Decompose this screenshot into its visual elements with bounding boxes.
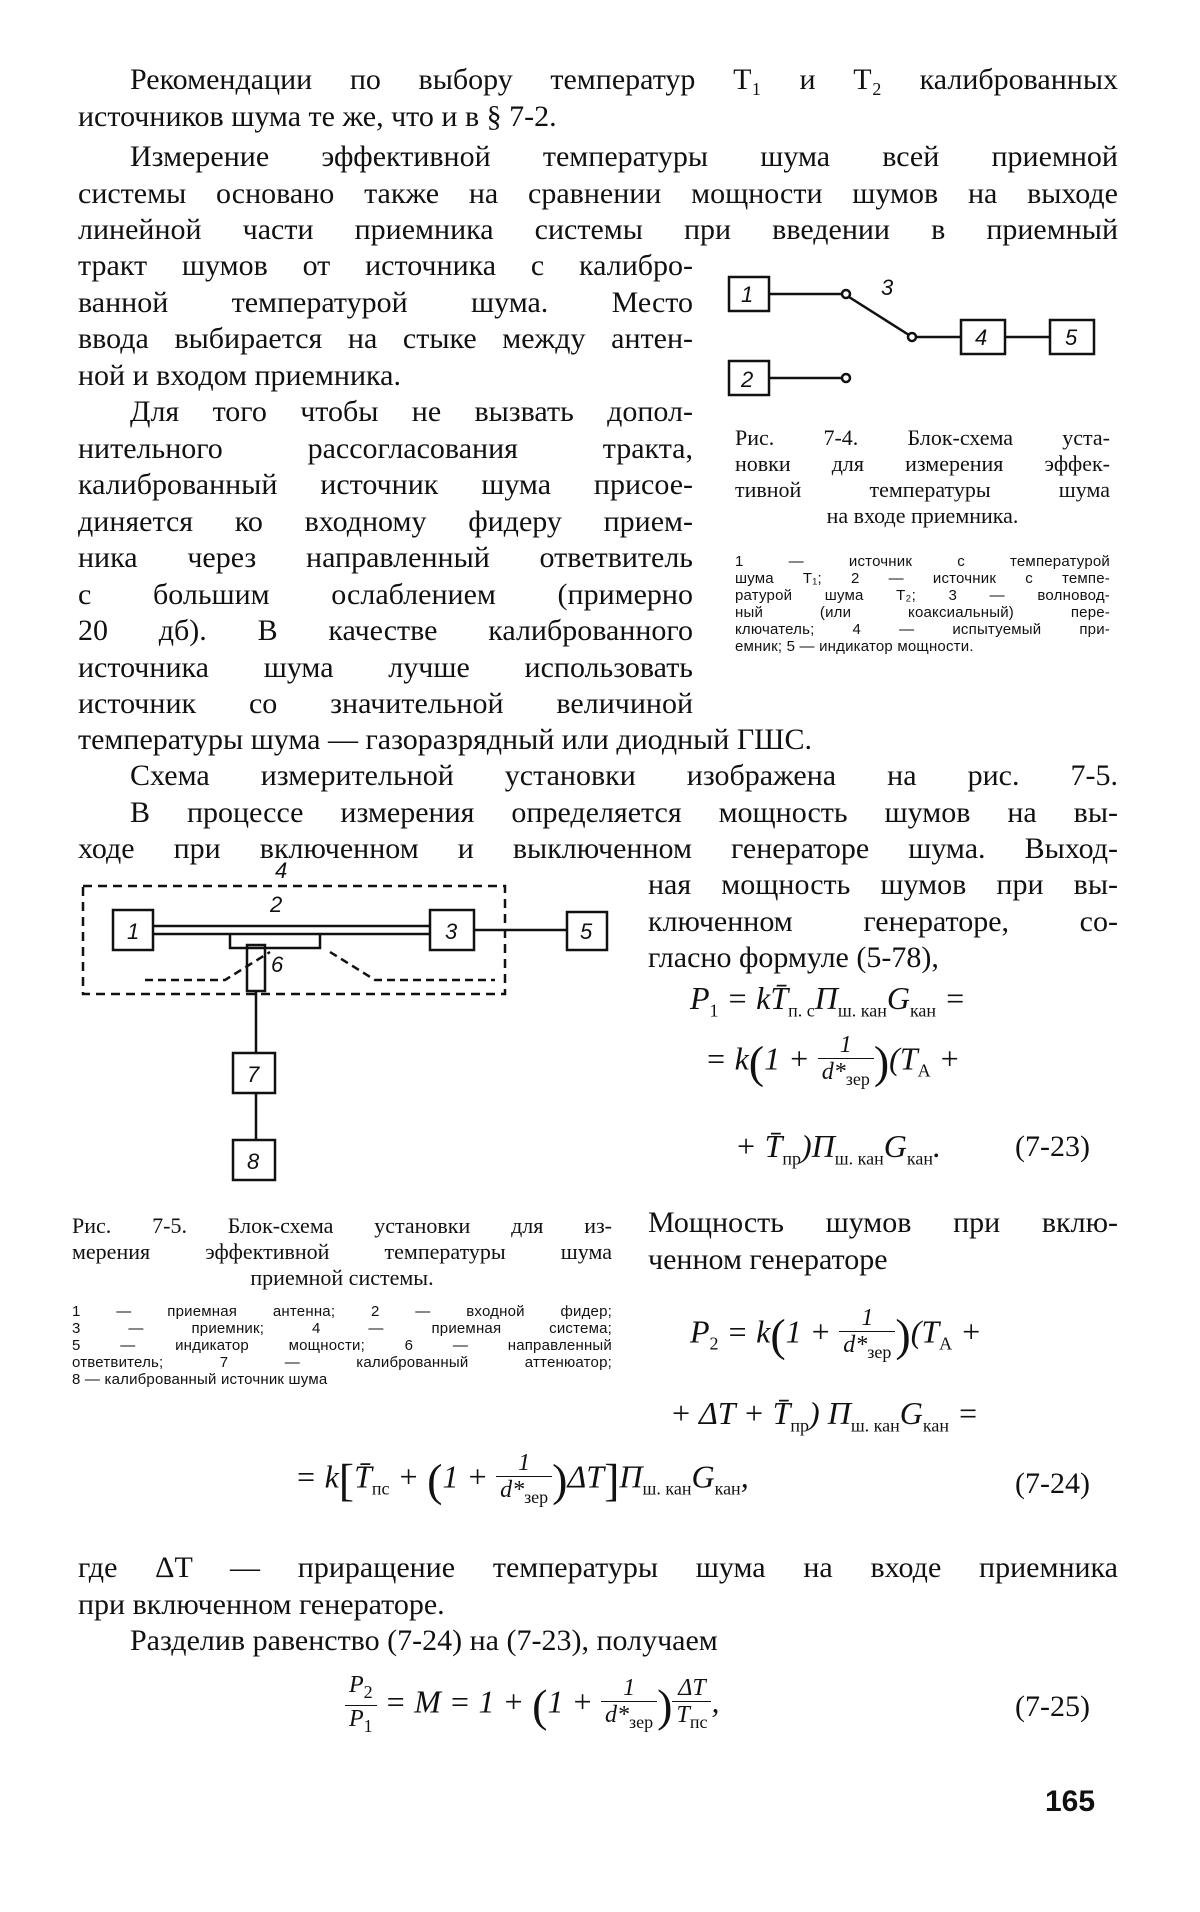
equation-number-7-25: (7-25) [1015,1690,1090,1723]
legend-line: шума T₁; 2 — источник с темпе- [735,570,1110,587]
paragraph-2 [78,139,1118,249]
text-line: Измерение эффективной температуры шума всей приемной [130,140,1118,173]
paragraph-3-last [78,722,1118,759]
caption-line: мерения эффективной температуры шума [72,1239,612,1264]
equation-7-23-line-1: $P_1$ = $kT̄_{п. с}\Pi_{ш. кан}G_{кан}$ = [690,980,966,1021]
figure-7-5-diagram [75,860,620,1205]
text-line: где ΔT — приращение температуры шума на входе приемника [78,1551,1118,1584]
system-boundary [83,886,505,994]
caption-line: приемной системы. [250,1265,434,1290]
legend-line: ключатель; 4 — испытуемый при- [735,621,1110,638]
text-line: диняется ко входному фидеру прием- [78,504,693,538]
caption-line: на входе приемника. [826,503,1019,528]
text-line: Для того чтобы не вызвать допол- [130,395,693,428]
paragraph-4 [78,758,1118,868]
text-line: В процессе измерения определяется мощность шумов на вы- [130,795,1118,829]
label-2: 2 [741,367,754,392]
figure-7-4-legend [735,553,1110,655]
label-5: 5 [580,919,593,944]
text-line: при включенном генераторе. [78,1587,445,1621]
legend-line: 3 — приемник; 4 — приемная система; [72,1320,612,1337]
legend-line: ратурой шума T₂; 3 — волновод- [735,587,1110,604]
figure-7-5-caption [72,1213,612,1291]
text-line: Мощность шумов при вклю- [648,1206,1118,1239]
text-line: нительного рассогласования тракта, [78,431,693,465]
figure-7-5-legend [72,1303,612,1388]
text-line: Разделив равенство (7-24) на (7-23), получаем [130,1624,718,1657]
label-8: 8 [247,1149,260,1174]
label-4: 4 [275,860,288,883]
equation-7-25: $\frac{P_2}{P_1}$ = M = 1 + (1 + $\frac{1}{d*_{зер}}$ ) $\frac{\Delta T}{T_{пс}}$ , [345,1672,719,1739]
equation-7-24-line-3: = $k[T̄_{пс} + (1$ + $\frac{1}{d*_{зер}}$ )$\Delta T]\Pi_{ш. кан}G_{кан}$, [295,1450,749,1507]
text-line: гласно формуле (5-78), [648,941,939,974]
paragraph-3 [78,394,693,723]
text-line: с большим ослаблением (примерно [78,577,693,611]
label-1: 1 [741,282,754,307]
equation-7-23-line-2: = k(1 + $\frac{1}{d*_{зер}}$ )($T_A$ + [705,1032,961,1089]
paragraph-5 [648,1205,1118,1278]
equation-7-24-line-1: $P_2 = k(1$ + $\frac{1}{d*_{зер}}$ )($T_A$ + [690,1305,982,1362]
label-6: 6 [271,952,284,977]
text-line: калиброванный источник шума присое- [78,468,693,501]
directional-coupler [247,945,265,991]
legend-line: емник; 5 — индикатор мощности. [735,638,974,655]
switch-arm [849,297,909,335]
text-line: 20 дб). В качестве калиброванного [78,614,693,647]
paragraph-2-narrow [78,248,693,394]
equation-number-7-23: (7-23) [1015,1130,1090,1163]
figure-7-4-caption [735,425,1110,529]
paragraph-7 [78,1623,1118,1660]
legend-line: 1 — приемная антенна; 2 — входной фидер; [72,1303,612,1320]
text-line: источник со значительной величиной [78,687,693,720]
text-line: линейной части приемника системы при введении в приемный [78,213,1118,246]
label-5: 5 [1065,325,1078,350]
text-line: ника через направленный ответвитель [78,541,693,574]
text-line: ная мощность шумов при вы- [648,868,1118,901]
caption-line: Рис. 7-5. Блок-схема установки для из- [72,1213,612,1238]
caption-line: новки для измерения эффек- [735,451,1110,476]
legend-line: 5 — индикатор мощности; 6 — направленный [72,1337,612,1354]
equation-7-24-line-2: + $\Delta T + T̄_{пр}$) $\Pi_{ш. кан}G_{кан}$ = [670,1395,979,1436]
text-line: тракт шумов от источника с калибро- [78,249,693,282]
equation-number-7-24: (7-24) [1015,1467,1090,1500]
label-1: 1 [127,919,140,944]
legend-line: 1 — источник с температурой [735,553,1110,570]
label-7: 7 [247,1062,260,1087]
caption-line: Рис. 7-4. Блок-схема уста- [735,425,1110,450]
label-3: 3 [445,919,458,944]
text-line: источников шума те же, что и в § 7-2. [78,99,557,133]
text-line: Схема измерительной установки изображена на рис. 7-5. [130,759,1118,792]
legend-line: ный (или коаксиальный) пере- [735,604,1110,621]
text-line: системы основано также на сравнении мощности шумов на выходе [78,176,1118,210]
text-line: ходе при включенном и выключенном генераторе шума. Выход- [78,832,1118,865]
caption-line: тивной температуры шума [735,477,1110,502]
text-line: ванной температурой шума. Место [78,285,693,319]
text-line: ввода выбирается на стыке между антен- [78,322,693,355]
paragraph-4-narrow [648,867,1118,977]
legend-line: ответвитель; 7 — калиброванный аттенюатор; [72,1354,612,1371]
paragraph-1 [78,62,1118,135]
text-line: ключенном генераторе, со- [648,904,1118,938]
text-line: ной и входом приемника. [78,358,401,392]
text-line: ченном генераторе [648,1242,888,1276]
legend-line: 8 — калиброванный источник шума [72,1371,328,1388]
text-line: Рекомендации по выбору температур T₁ и T₂ калиброванных [130,63,1118,96]
page-number: 165 [1045,1785,1096,1818]
figure-7-4-diagram [715,255,1115,405]
label-3: 3 [881,275,894,300]
paragraph-6 [78,1550,1118,1623]
label-4: 4 [975,325,988,350]
label-2: 2 [270,892,283,917]
text-line: источника шума лучше использовать [78,650,693,684]
text-line: температуры шума — газоразрядный или диодный ГШС. [78,723,812,756]
equation-7-23-line-3: + $T̄_{пр})\Pi_{ш. кан}G_{кан}$. [735,1128,941,1169]
